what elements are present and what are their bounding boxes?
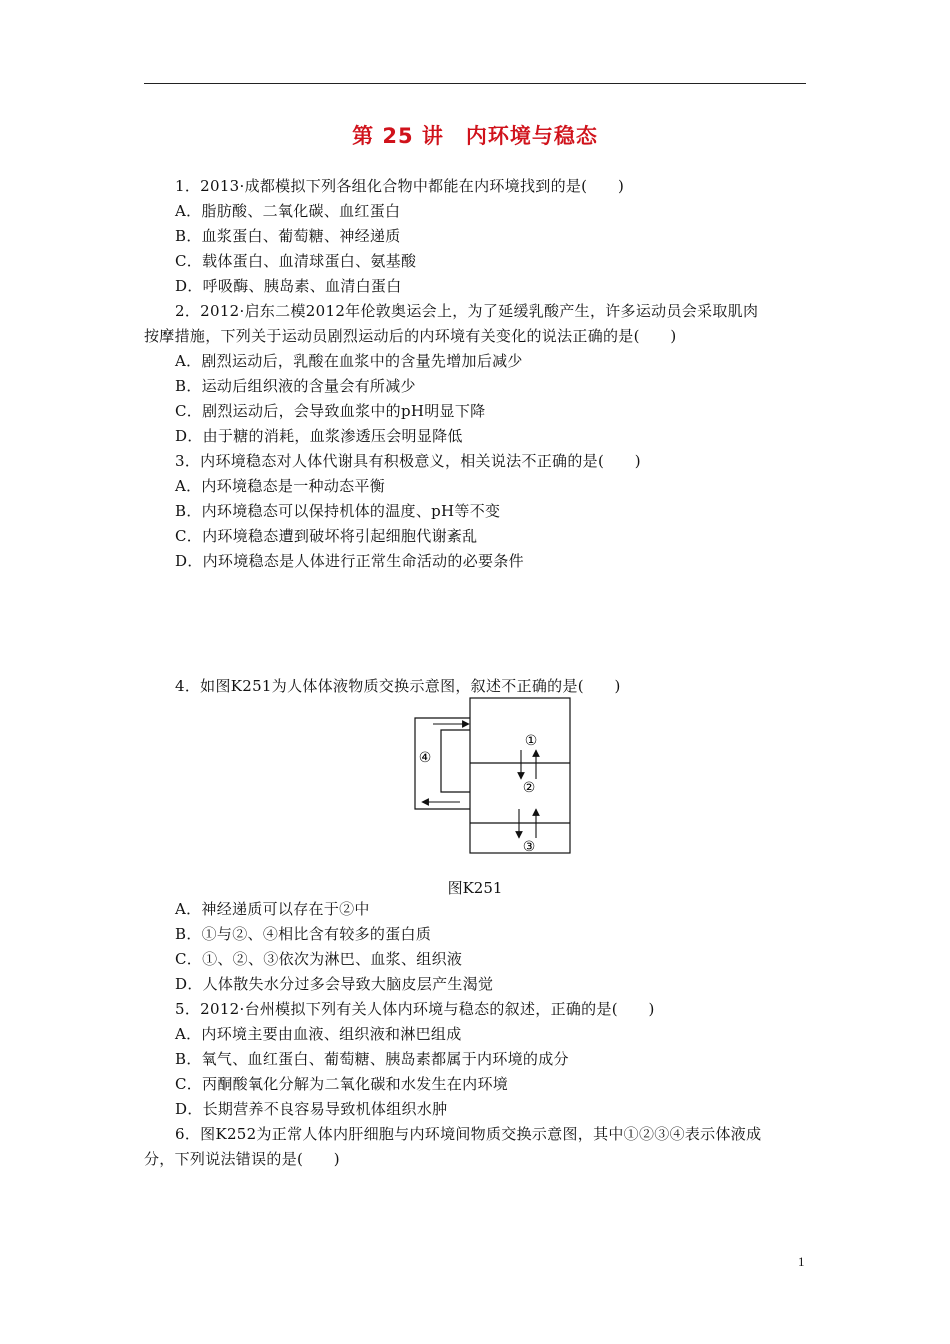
answer-option: A．神经递质可以存在于②中: [175, 900, 370, 918]
answer-option: A．内环境主要由血液、组织液和淋巴组成: [175, 1025, 462, 1043]
answer-option: D．由于糖的消耗，血浆渗透压会明显降低: [175, 427, 463, 445]
answer-option: D．人体散失水分过多会导致大脑皮层产生渴觉: [175, 975, 494, 993]
answer-option: D．内环境稳态是人体进行正常生命活动的必要条件: [175, 552, 524, 570]
answer-option: B．①与②、④相比含有较多的蛋白质: [175, 925, 432, 943]
header-rule: [144, 83, 806, 84]
answer-option: A．内环境稳态是一种动态平衡: [175, 477, 386, 495]
question-text: 2．2012·启东二模2012年伦敦奥运会上，为了延缓乳酸产生，许多运动员会采取肌肉: [175, 302, 759, 320]
label-3: ③: [522, 839, 536, 855]
label-4: ④: [418, 750, 432, 766]
question-text: 6．图K252为正常人体内肝细胞与内环境间物质交换示意图，其中①②③④表示体液成: [175, 1125, 762, 1143]
answer-option: B．氧气、血红蛋白、葡萄糖、胰岛素都属于内环境的成分: [175, 1050, 569, 1068]
question-text: 3．内环境稳态对人体代谢具有积极意义，相关说法不正确的是( ): [175, 452, 641, 470]
figure-caption: 图K251: [447, 879, 503, 897]
answer-option: B．内环境稳态可以保持机体的温度、pH等不变: [175, 502, 501, 520]
answer-option: D．长期营养不良容易导致机体组织水肿: [175, 1100, 448, 1118]
label-1: ①: [524, 733, 538, 749]
answer-option: C．剧烈运动后，会导致血浆中的pH明显下降: [175, 402, 486, 420]
answer-option: A．剧烈运动后，乳酸在血浆中的含量先增加后减少: [175, 352, 523, 370]
question-text: 按摩措施，下列关于运动员剧烈运动后的内环境有关变化的说法正确的是( ): [144, 327, 677, 345]
answer-option: A．脂肪酸、二氧化碳、血红蛋白: [175, 202, 401, 220]
question-text: 分，下列说法错误的是( ): [144, 1150, 340, 1168]
answer-option: B．运动后组织液的含量会有所减少: [175, 377, 416, 395]
inner-loop: [441, 730, 470, 792]
page-number: 1: [798, 1254, 805, 1269]
answer-option: C．载体蛋白、血清球蛋白、氨基酸: [175, 252, 417, 270]
question-text: 5．2012·台州模拟下列有关人体内环境与稳态的叙述，正确的是( ): [175, 1000, 655, 1018]
answer-option: D．呼吸酶、胰岛素、血清白蛋白: [175, 277, 402, 295]
answer-option: C．内环境稳态遭到破坏将引起细胞代谢紊乱: [175, 527, 478, 545]
answer-option: C．丙酮酸氧化分解为二氧化碳和水发生在内环境: [175, 1075, 509, 1093]
label-2: ②: [522, 780, 536, 796]
question-text: 4．如图K251为人体体液物质交换示意图，叙述不正确的是( ): [175, 677, 621, 695]
page-title: 第 25 讲 内环境与稳态: [352, 124, 598, 148]
fluid-exchange-diagram: [405, 692, 580, 860]
answer-option: B．血浆蛋白、葡萄糖、神经递质: [175, 227, 401, 245]
right-column-box: [470, 698, 570, 853]
answer-option: C．①、②、③依次为淋巴、血浆、组织液: [175, 950, 463, 968]
question-text: 1．2013·成都模拟下列各组化合物中都能在内环境找到的是( ): [175, 177, 625, 195]
